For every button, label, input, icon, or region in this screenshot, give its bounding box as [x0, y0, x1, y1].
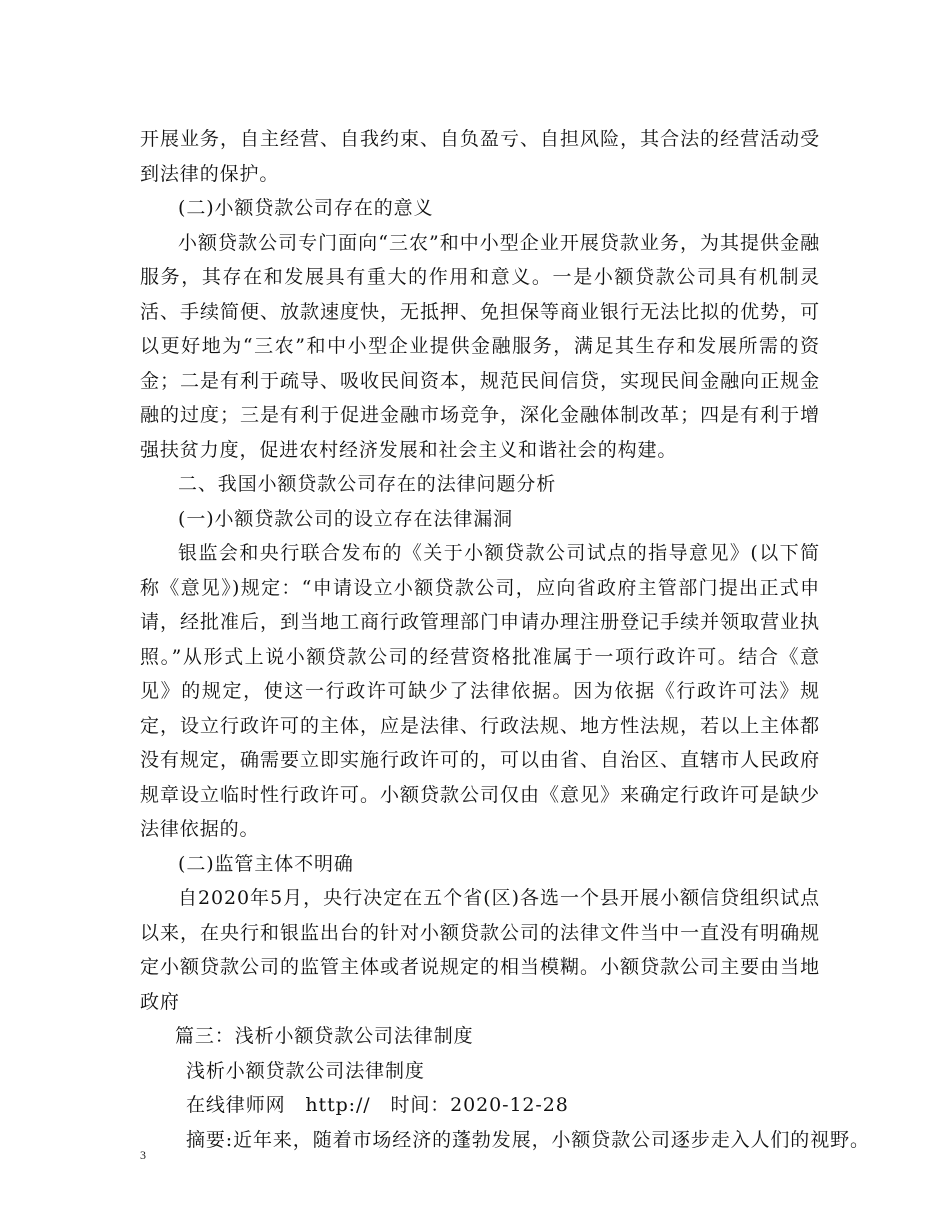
section-title-part-three: 篇三：浅析小额贷款公司法律制度 [175, 1025, 474, 1047]
paragraph-establishment: 银监会和央行联合发布的《关于小额贷款公司试点的指导意见》(以下简称《意见》)规定：“申请设立小额贷款公司，应向省政府主管部门提出正式申请，经批准后，到当地工商行政管理部门申请办理注册登记手续并领取营业执照。”从形式上说小额贷款公司的经营资格批准属于一项行政许可。结合《意见》的规定，使这一行政许可缺少了法律依据。因为依据《行政许可法》规定，设立行政许可的主体，应是法律、行政法规、地方性法规，若以上主体都没有规定，确需要立即实施行政许可的，可以由省、自治区、直辖市人民政府规章设立临时性行政许可。小额贷款公司仅由《意见》来确定行政许可是缺少法律依据的。 [140, 542, 820, 840]
paragraph-supervision: 自2020年5月，央行决定在五个省(区)各选一个县开展小额信贷组织试点以来，在央行和银监出台的针对小额贷款公司的法律文件当中一直没有明确规定小额贷款公司的监管主体或者说规定的相当模糊。小额贷款公司主要由当地政府 [140, 887, 820, 1013]
article-abstract: 摘要:近年来，随着市场经济的蓬勃发展，小额贷款公司逐步走入人们的视野。 [186, 1128, 870, 1151]
page-number: 3 [140, 1148, 146, 1162]
paragraph-continuation: 开展业务，自主经营、自我约束、自负盈亏、自担风险，其合法的经营活动受到法律的保护。 [140, 128, 820, 185]
paragraph-significance: 小额贷款公司专门面向“三农”和中小型企业开展贷款业务，为其提供金融服务，其存在和发展具有重大的作用和意义。一是小额贷款公司具有机制灵活、手续简便、放款速度快，无抵押、免担保等商业银行无法比拟的优势，可以更好地为“三农”和中小型企业提供金融服务，满足其生存和发展所需的资金；二是有利于疏导、吸收民间资本，规范民间信贷，实现民间金融向正规金融的过度；三是有利于促进金融市场竞争，深化金融体制改革；四是有利于增强扶贫力度，促进农村经济发展和社会主义和谐社会的构建。 [140, 231, 820, 461]
heading-legal-issues: 二、我国小额贷款公司存在的法律问题分析 [178, 473, 557, 495]
article-title: 浅析小额贷款公司法律制度 [186, 1059, 425, 1082]
subheading-significance: (二)小额贷款公司存在的意义 [178, 197, 434, 219]
subheading-supervision: (二)监管主体不明确 [178, 852, 354, 875]
subheading-establishment: (一)小额贷款公司的设立存在法律漏洞 [178, 507, 514, 530]
document-body [140, 122, 870, 1157]
article-source-line: 在线律师网 http:// 时间：2020-12-28 [186, 1094, 569, 1116]
